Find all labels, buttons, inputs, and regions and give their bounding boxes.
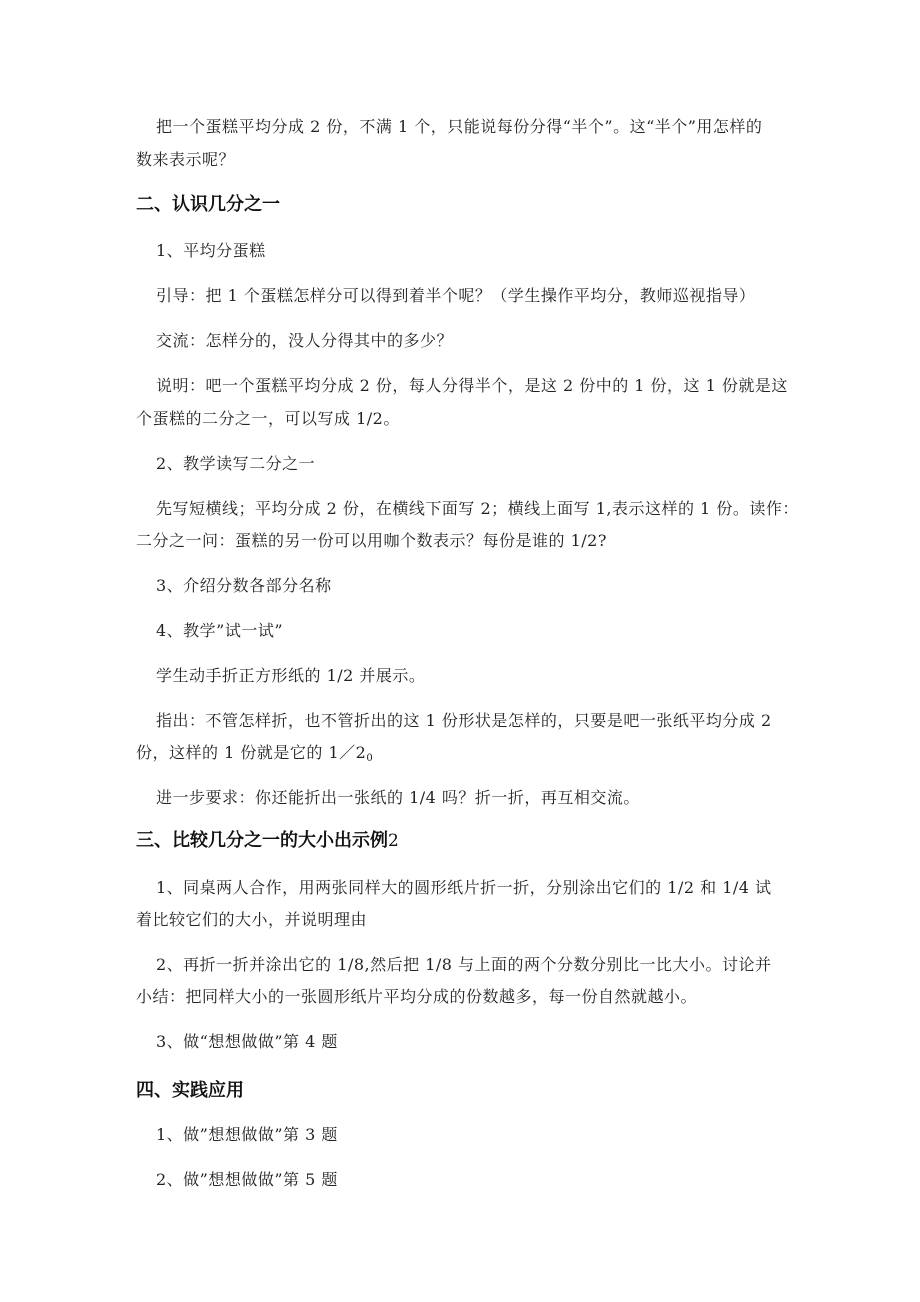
section-3-item-2-line-1: 2、再折一折并涂出它的 1/8,然后把 1/8 与上面的两个分数分别比一比大小。讨论并 — [156, 955, 772, 974]
section-4-item-2: 2、做”想想做做”第 5 题 — [156, 1170, 338, 1189]
point-line-2-subscript: 0 — [366, 753, 374, 764]
point-line-2 — [136, 736, 373, 775]
section-2-item-2: 2、教学读写二分之一 — [156, 454, 316, 473]
write-line-1: 先写短横线；平均分成 2 份，在横线下面写 2；横线上面写 1,表示这样的 1 份。读作： — [156, 499, 799, 518]
section-3-heading — [136, 826, 399, 856]
section-3-item-2-line-2: 小结：把同样大小的一张圆形纸片平均分成的份数越多，每一份自然就越小。 — [136, 987, 698, 1006]
section-4-item-1: 1、做”想想做做”第 3 题 — [156, 1125, 338, 1144]
write-line-2: 二分之一问：蛋糕的另一份可以用咖个数表示？每份是谁的 1/2? — [136, 531, 607, 550]
section-2-item-3: 3、介绍分数各部分名称 — [156, 576, 332, 595]
intro-line-1: 把一个蛋糕平均分成 2 份，不满 1 个，只能说每份分得“半个”。这“半个”用怎样的 — [156, 117, 763, 136]
section-3-heading-tail: 2 — [388, 831, 399, 851]
intro-line-2: 数来表示呢？ — [136, 150, 236, 169]
section-2-item-4: 4、教学”试一试” — [156, 621, 284, 640]
point-line-1: 指出：不管怎样折，也不管折出的这 1 份形状是怎样的，只要是吧一张纸平均分成 2 — [156, 711, 772, 730]
section-2-item-1: 1、平均分蛋糕 — [156, 241, 266, 260]
section-3-heading-text: 三、比较几分之一的大小出示例 — [136, 830, 388, 851]
student-paragraph: 学生动手折正方形纸的 1/2 并展示。 — [156, 666, 426, 685]
explain-line-2: 个蛋糕的二分之一，可以写成 1/2。 — [136, 409, 400, 428]
further-paragraph: 进一步要求：你还能折出一张纸的 1/4 吗？折一折，再互相交流。 — [156, 788, 640, 807]
point-line-2-text: 份，这样的 1 份就是它的 1／2 — [136, 743, 367, 762]
exchange-paragraph: 交流：怎样分的，没人分得其中的多少？ — [156, 331, 454, 350]
explain-line-1: 说明：吧一个蛋糕平均分成 2 份，每人分得半个，是这 2 份中的 1 份，这 1 份就是这 — [156, 376, 788, 395]
section-3-item-1-line-1: 1、同桌两人合作，用两张同样大的圆形纸片折一折，分别涂出它们的 1/2 和 1/4 试 — [156, 878, 772, 897]
section-3-item-3: 3、做“想想做做”第 4 题 — [156, 1032, 338, 1051]
section-2-heading: 二、认识几分之一 — [136, 194, 280, 215]
section-4-heading: 四、实践应用 — [136, 1080, 244, 1101]
section-3-item-1-line-2: 着比较它们的大小，并说明理由 — [136, 910, 368, 929]
guide-paragraph: 引导：把 1 个蛋糕怎样分可以得到着半个呢？（学生操作平均分，教师巡视指导） — [156, 286, 756, 305]
